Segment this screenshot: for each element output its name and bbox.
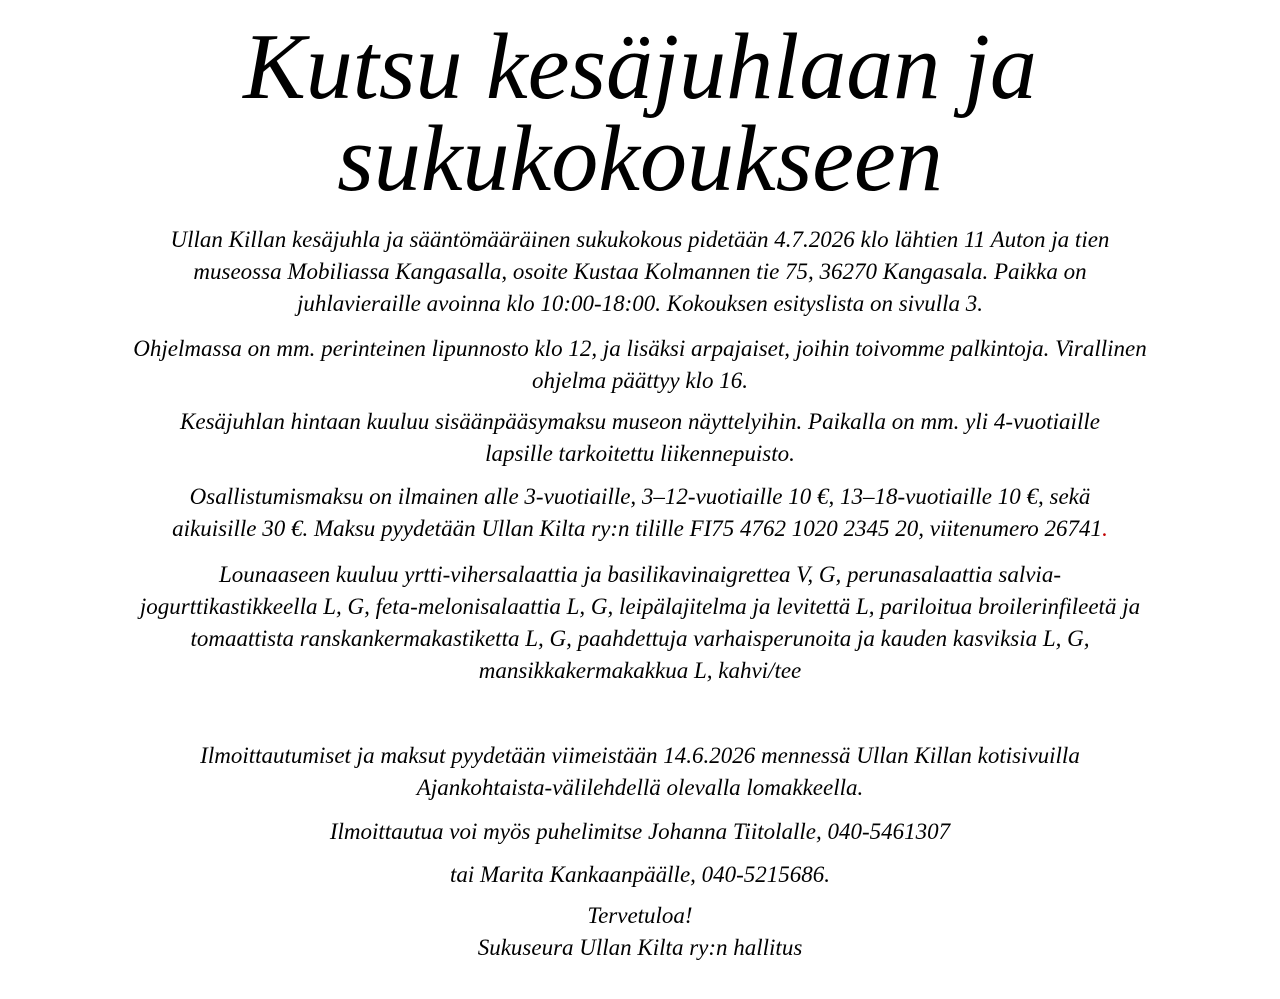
admission-line: Kesäjuhlan hintaan kuuluu sisäänpääsymaksu museon näyttelyihin. Paikalla on mm. yli 4-vuotiaille [180, 409, 1100, 434]
intro-paragraph [0, 224, 1280, 320]
fees-account-text: aikuisille 30 €. Maksu pyydetään Ullan Kilta ry:n tilille FI75 4762 1020 2345 20, viitenumero 26741 [172, 516, 1103, 541]
intro-line: Ullan Killan kesäjuhla ja sääntömääräinen sukukokous pidetään 4.7.2026 klo lähtien 11 Auton ja tien [170, 227, 1110, 252]
admission-line: lapsille tarkoitettu liikennepuisto. [485, 441, 795, 466]
intro-line: juhlavieraille avoinna klo 10:00-18:00. Kokouksen esityslista on sivulla 3. [296, 291, 984, 316]
registration-line: Ilmoittautumiset ja maksut pyydetään viimeistään 14.6.2026 mennessä Ullan Killan kotisivuilla [200, 743, 1080, 768]
lunch-line: jogurttikastikkeella L, G, feta-melonisalaattia L, G, leipälajitelma ja levitettä L, pariloitua broilerinfileetä ja [139, 594, 1141, 619]
fees-line: Osallistumismaksu on ilmainen alle 3-vuotiaille, 3–12-vuotiaille 10 €, 13–18-vuotiaille 10 €, sekä [189, 484, 1091, 509]
program-line: Ohjelmassa on mm. perinteinen lipunnosto klo 12, ja lisäksi arpajaiset, joihin toivomme palkintoja. Virallinen [133, 336, 1147, 361]
intro-line: museossa Mobiliassa Kangasalla, osoite Kustaa Kolmannen tie 75, 36270 Kangasala. Paikka on [193, 259, 1087, 284]
registration-line: Ajankohtaista-välilehdellä olevalla lomakkeella. [416, 775, 864, 800]
closing-paragraph [0, 900, 1280, 964]
admission-paragraph [0, 406, 1280, 470]
program-line: ohjelma päättyy klo 16. [532, 368, 748, 393]
lunch-line: mansikkakermakakkua L, kahvi/tee [478, 658, 802, 683]
registration-paragraph [0, 740, 1280, 804]
fees-end-period: . [1102, 516, 1108, 541]
title-line-1: Kutsu kesäjuhlaan ja [243, 15, 1037, 119]
title-line-2: sukukokoukseen [337, 107, 943, 211]
program-paragraph [0, 333, 1280, 397]
phone-paragraph-1 [0, 816, 1280, 848]
phone-paragraph-2 [0, 859, 1280, 891]
welcome-line: Tervetuloa! [587, 903, 693, 928]
lunch-line: Lounaaseen kuuluu yrtti-vihersalaattia ja basilikavinaigrettea V, G, perunasalaattia salvia- [219, 562, 1061, 587]
phone-line: tai Marita Kankaanpäälle, 040-5215686. [449, 862, 831, 887]
lunch-paragraph [0, 559, 1280, 687]
lunch-line: tomaattista ranskankermakastiketta L, G, paahdettuja varhaisperunoita ja kauden kasviksia L, G, [190, 626, 1090, 651]
phone-line: Ilmoittautua voi myös puhelimitse Johanna Tiitolalle, 040-5461307 [329, 819, 951, 844]
fees-paragraph [0, 481, 1280, 545]
signature-line: Sukuseura Ullan Kilta ry:n hallitus [477, 935, 803, 960]
fees-line-with-account [0, 513, 1280, 545]
